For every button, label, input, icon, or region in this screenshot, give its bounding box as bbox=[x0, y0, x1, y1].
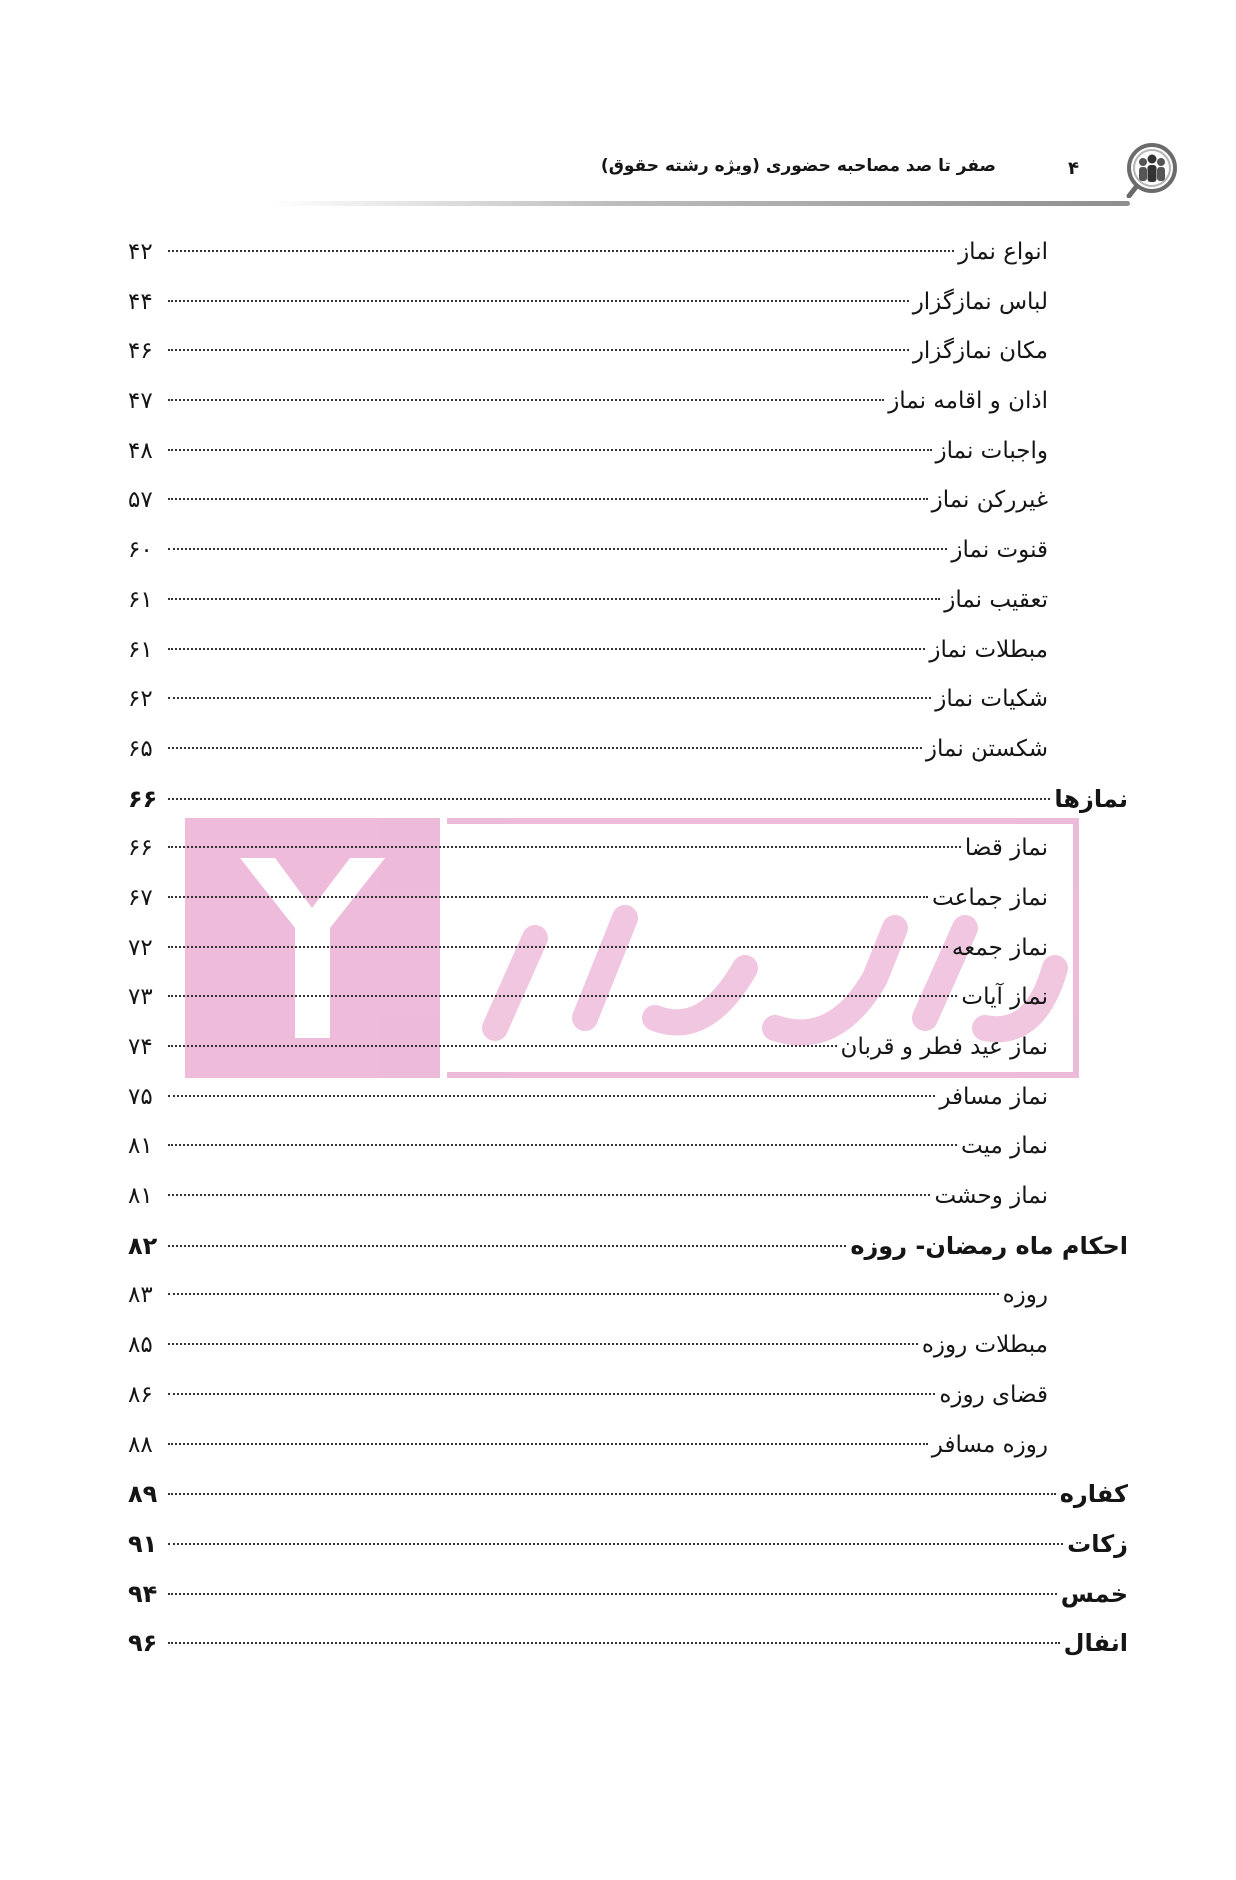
toc-dot-leader bbox=[168, 1642, 1060, 1644]
toc-entry[interactable] bbox=[128, 675, 1048, 725]
toc-entry-title: نماز مسافر bbox=[939, 1083, 1048, 1110]
toc-entry-title: روزه bbox=[1002, 1282, 1048, 1309]
toc-entry-title: نماز آیات bbox=[961, 984, 1048, 1011]
toc-section-entry[interactable] bbox=[128, 775, 1128, 825]
toc-section-entry[interactable] bbox=[128, 1222, 1128, 1272]
toc-entry-page: ۴۷ bbox=[128, 388, 153, 415]
toc-entry-title: نماز میت bbox=[961, 1133, 1048, 1160]
toc-entry-page: ۴۲ bbox=[128, 239, 153, 265]
toc-entry-page: ۴۸ bbox=[128, 437, 153, 464]
toc-entry-title: خمس bbox=[1060, 1579, 1128, 1608]
toc-dot-leader bbox=[168, 548, 947, 550]
book-title: صفر تا صد مصاحبه حضوری (ویژه رشته حقوق) bbox=[600, 156, 996, 176]
toc-entry-title: اذان و اقامه نماز bbox=[888, 388, 1048, 415]
toc-entry[interactable] bbox=[128, 1421, 1048, 1471]
toc-entry-title: قنوت نماز bbox=[951, 537, 1048, 564]
toc-entry-page: ۶۲ bbox=[128, 686, 153, 713]
toc-dot-leader bbox=[168, 798, 1050, 800]
toc-entry-page: ۶۷ bbox=[128, 884, 153, 911]
table-of-contents bbox=[128, 228, 1128, 1669]
toc-dot-leader bbox=[168, 747, 922, 749]
toc-section-entry[interactable] bbox=[128, 1570, 1128, 1620]
toc-dot-leader bbox=[168, 1543, 1063, 1545]
toc-dot-leader bbox=[168, 498, 928, 500]
toc-entry[interactable] bbox=[128, 1172, 1048, 1222]
toc-dot-leader bbox=[168, 1293, 999, 1295]
toc-entry-title: نماز جماعت bbox=[932, 884, 1048, 911]
toc-entry-page: ۶۶ bbox=[128, 835, 153, 862]
toc-entry-title: مبطلات روزه bbox=[921, 1332, 1048, 1359]
toc-dot-leader bbox=[168, 1593, 1057, 1595]
toc-dot-leader bbox=[168, 300, 909, 302]
toc-entry-page: ۷۳ bbox=[128, 984, 153, 1011]
toc-entry-title: احکام ماه رمضان- روزه bbox=[850, 1231, 1128, 1260]
toc-dot-leader bbox=[168, 846, 961, 848]
toc-entry-page: ۵۷ bbox=[128, 487, 153, 514]
toc-entry[interactable] bbox=[128, 874, 1048, 924]
toc-dot-leader bbox=[168, 1144, 957, 1146]
toc-entry-title: واجبات نماز bbox=[935, 437, 1048, 464]
toc-section-entry[interactable] bbox=[128, 1619, 1128, 1669]
toc-entry-page: ۶۱ bbox=[128, 586, 153, 613]
toc-entry[interactable] bbox=[128, 228, 1048, 278]
toc-entry-page: ۸۲ bbox=[128, 1231, 158, 1260]
people-magnifier-icon bbox=[1126, 142, 1182, 198]
toc-entry[interactable] bbox=[128, 1073, 1048, 1123]
toc-entry-title: شکیات نماز bbox=[935, 686, 1048, 713]
toc-entry[interactable] bbox=[128, 278, 1048, 328]
toc-dot-leader bbox=[168, 896, 928, 898]
toc-entry-title: انفال bbox=[1063, 1629, 1128, 1658]
toc-entry-title: قضای روزه bbox=[939, 1381, 1048, 1408]
toc-entry-page: ۸۵ bbox=[128, 1332, 153, 1359]
header-rule bbox=[270, 201, 1130, 206]
toc-entry-title: روزه مسافر bbox=[931, 1431, 1048, 1458]
toc-entry-page: ۴۴ bbox=[128, 288, 153, 315]
toc-entry-title: نمازها bbox=[1054, 784, 1128, 813]
toc-entry[interactable] bbox=[128, 476, 1048, 526]
toc-entry-title: مکان نمازگزار bbox=[912, 338, 1048, 365]
toc-entry-page: ۷۵ bbox=[128, 1083, 153, 1110]
toc-entry[interactable] bbox=[128, 824, 1048, 874]
toc-entry[interactable] bbox=[128, 626, 1048, 676]
toc-entry-title: لباس نمازگزار bbox=[912, 288, 1048, 315]
toc-dot-leader bbox=[168, 399, 884, 401]
toc-dot-leader bbox=[168, 697, 931, 699]
toc-entry[interactable] bbox=[128, 1271, 1048, 1321]
toc-entry[interactable] bbox=[128, 725, 1048, 775]
toc-entry-page: ۴۶ bbox=[128, 338, 153, 365]
toc-dot-leader bbox=[168, 648, 925, 650]
toc-dot-leader bbox=[168, 449, 932, 451]
toc-entry[interactable] bbox=[128, 427, 1048, 477]
toc-dot-leader bbox=[168, 598, 940, 600]
toc-dot-leader bbox=[168, 1045, 837, 1047]
header-page-number: ۴ bbox=[1068, 158, 1079, 179]
toc-entry-page: ۶۰ bbox=[128, 537, 153, 564]
toc-entry-title: نماز عید فطر و قربان bbox=[840, 1034, 1048, 1060]
toc-dot-leader bbox=[168, 250, 954, 252]
toc-dot-leader bbox=[168, 946, 948, 948]
toc-entry[interactable] bbox=[128, 1122, 1048, 1172]
toc-entry-page: ۸۱ bbox=[128, 1133, 153, 1160]
page-header bbox=[0, 140, 1236, 215]
toc-entry[interactable] bbox=[128, 526, 1048, 576]
toc-dot-leader bbox=[168, 1393, 935, 1395]
toc-entry-page: ۸۳ bbox=[128, 1282, 153, 1309]
toc-entry[interactable] bbox=[128, 327, 1048, 377]
toc-entry-title: زکات bbox=[1067, 1529, 1128, 1558]
toc-entry[interactable] bbox=[128, 1371, 1048, 1421]
toc-entry-title: مبطلات نماز bbox=[929, 636, 1048, 663]
toc-entry-title: نماز جمعه bbox=[951, 934, 1048, 961]
toc-entry[interactable] bbox=[128, 377, 1048, 427]
toc-dot-leader bbox=[168, 1443, 928, 1445]
toc-entry[interactable] bbox=[128, 1321, 1048, 1371]
toc-dot-leader bbox=[168, 1343, 918, 1345]
toc-section-entry[interactable] bbox=[128, 1520, 1128, 1570]
toc-entry-page: ۶۱ bbox=[128, 636, 153, 663]
toc-entry-page: ۸۹ bbox=[128, 1480, 158, 1509]
toc-entry[interactable] bbox=[128, 1023, 1048, 1073]
toc-entry[interactable] bbox=[128, 973, 1048, 1023]
toc-entry-title: غیررکن نماز bbox=[931, 487, 1048, 514]
toc-entry-page: ۷۴ bbox=[128, 1034, 153, 1060]
toc-entry-title: انواع نماز bbox=[958, 239, 1048, 265]
toc-dot-leader bbox=[168, 1493, 1056, 1495]
toc-dot-leader bbox=[168, 995, 957, 997]
toc-dot-leader bbox=[168, 1095, 935, 1097]
toc-dot-leader bbox=[168, 1245, 846, 1247]
toc-entry-page: ۹۱ bbox=[128, 1529, 158, 1558]
toc-entry-title: تعقیب نماز bbox=[944, 586, 1048, 613]
toc-entry-page: ۶۶ bbox=[128, 784, 158, 813]
toc-entry-page: ۷۲ bbox=[128, 934, 153, 961]
toc-entry-page: ۸۶ bbox=[128, 1381, 153, 1408]
toc-entry[interactable] bbox=[128, 576, 1048, 626]
toc-entry-page: ۹۶ bbox=[128, 1629, 158, 1658]
toc-entry-title: کفاره bbox=[1059, 1480, 1128, 1509]
toc-entry-page: ۹۴ bbox=[128, 1579, 158, 1608]
toc-section-entry[interactable] bbox=[128, 1470, 1128, 1520]
toc-dot-leader bbox=[168, 349, 909, 351]
toc-entry-title: شکستن نماز bbox=[925, 735, 1048, 762]
toc-entry-page: ۸۱ bbox=[128, 1183, 153, 1210]
toc-entry[interactable] bbox=[128, 924, 1048, 974]
toc-entry-title: نماز وحشت bbox=[934, 1183, 1048, 1210]
toc-dot-leader bbox=[168, 1194, 930, 1196]
toc-entry-page: ۸۸ bbox=[128, 1431, 153, 1458]
toc-entry-page: ۶۵ bbox=[128, 735, 153, 762]
toc-entry-title: نماز قضا bbox=[964, 835, 1048, 862]
